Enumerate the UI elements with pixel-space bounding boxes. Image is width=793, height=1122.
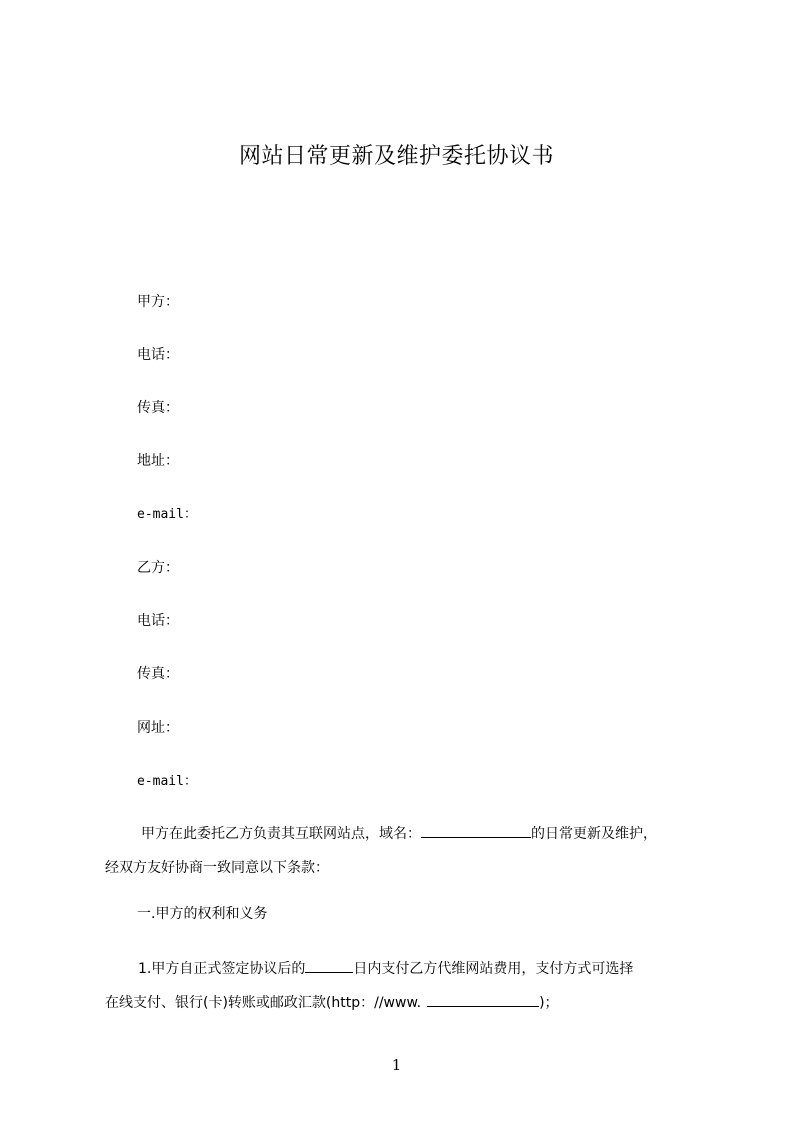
clause-1-text-a: 1.甲方自正式签定协议后的 xyxy=(138,961,306,977)
party-a-fax-label: 传真： xyxy=(137,400,179,416)
page-number: 1 xyxy=(391,1056,402,1074)
intro-paragraph xyxy=(105,817,725,885)
party-a-phone-label: 电话： xyxy=(137,347,179,363)
party-b-website-label: 网址： xyxy=(137,720,179,736)
intro-text-a: 甲方在此委托乙方负责其互联网站点，域名： xyxy=(141,826,421,842)
url-blank xyxy=(427,992,539,1007)
clause-1-text-c: 在线支付、银行(卡)转账或邮政汇款(http：//www. xyxy=(105,995,422,1011)
domain-blank xyxy=(421,823,531,838)
intro-line-2: 经双方友好协商一致同意以下条款： xyxy=(105,860,329,876)
party-b-phone-label: 电话： xyxy=(137,613,179,629)
clause-1-text-b: 日内支付乙方代维网站费用，支付方式可选择 xyxy=(353,961,634,977)
section-1-heading: 一.甲方的权利和义务 xyxy=(137,906,268,922)
clause-1-line-2 xyxy=(105,986,725,1020)
clause-1-paragraph xyxy=(105,952,725,1020)
days-blank xyxy=(305,958,353,973)
clause-1-line-1 xyxy=(105,952,725,986)
party-a-label: 甲方： xyxy=(137,294,179,310)
intro-line-1 xyxy=(105,817,725,851)
party-b-label: 乙方： xyxy=(137,560,179,576)
intro-text-b: 的日常更新及维护， xyxy=(531,826,657,842)
party-b-email-label: e-mail： xyxy=(137,774,197,789)
clause-1-text-d: )； xyxy=(539,995,559,1011)
party-a-address-label: 地址： xyxy=(137,453,179,469)
document-title: 网站日常更新及维护委托协议书 xyxy=(238,144,554,169)
party-b-fax-label: 传真： xyxy=(137,666,179,682)
party-a-email-label: e-mail： xyxy=(137,507,197,522)
